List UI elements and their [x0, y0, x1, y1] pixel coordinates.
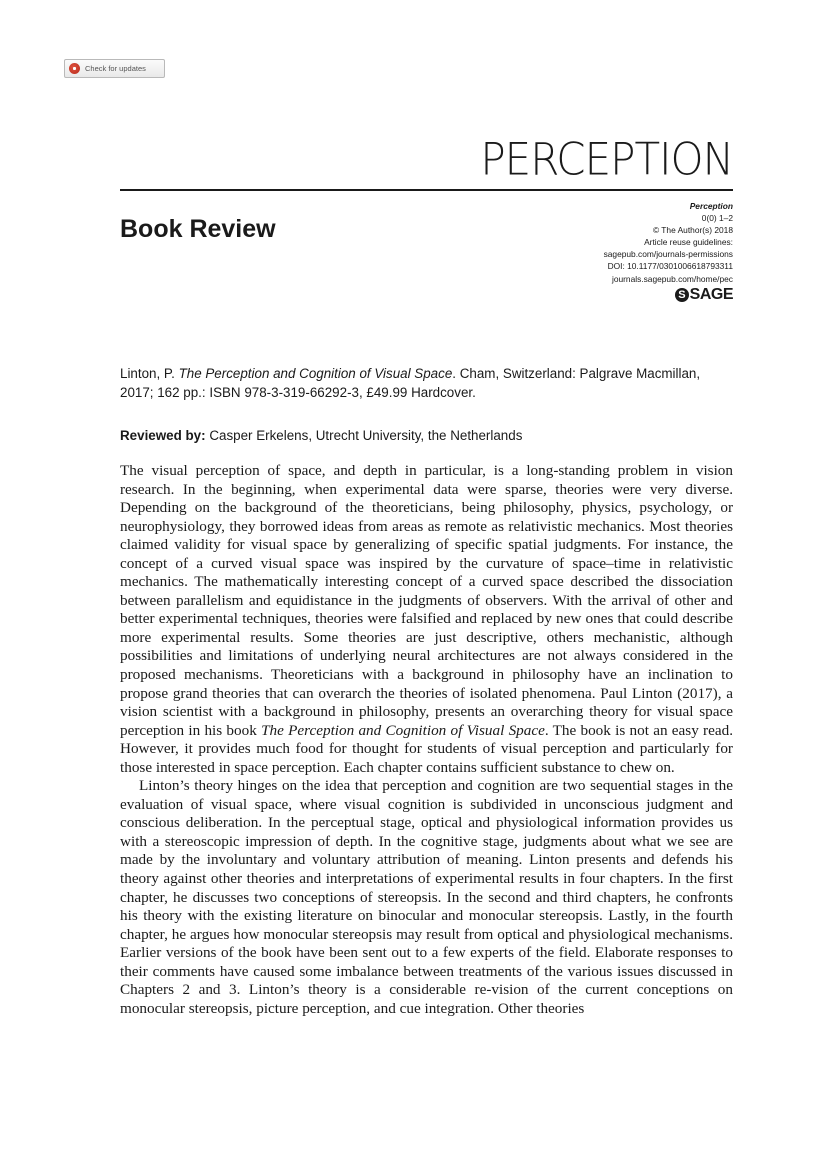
sage-s-icon: S: [675, 288, 689, 302]
citation-details: . Cham, Switzerland: Palgrave Macmillan, 2017; 162 pp.: ISBN 978-3-319-66292-3, £49.99 Hardcover.: [120, 366, 701, 400]
citation-book-title: The Perception and Cognition of Visual Space: [178, 366, 453, 381]
copyright-line: © The Author(s) 2018: [652, 225, 733, 236]
publisher-logo: [604, 285, 733, 303]
section-title: Book Review: [120, 215, 276, 243]
citation-author: Linton, P.: [120, 366, 179, 381]
reviewer-label: Reviewed by:: [120, 428, 206, 443]
reviewer-line: [120, 426, 733, 445]
reuse-guidelines-label: Article reuse guidelines:: [644, 237, 733, 248]
check-for-updates-button[interactable]: [64, 59, 165, 78]
paragraph-1: [120, 462, 733, 777]
article-metadata: [604, 200, 733, 302]
paragraph-1-text-b: . The book is not an easy read. However, it provides much food for thought for students of visual perception and particularly for those interested in space perception. Each chapter contains sufficient substance to chew on.: [120, 721, 733, 776]
reviewer-name: Casper Erkelens, Utrecht University, the Netherlands: [209, 428, 523, 443]
book-citation: [120, 364, 733, 402]
volume-issue-pages: 0(0) 1–2: [701, 213, 733, 224]
journal-name: Perception: [689, 201, 733, 211]
update-check-icon: [69, 63, 80, 74]
journal-logo: PERCEPTION: [480, 133, 733, 186]
doi-link[interactable]: DOI: 10.1177/0301006618793311: [607, 261, 733, 272]
paragraph-2: Linton’s theory hinges on the idea that perception and cognition are two sequential stages in the evaluation of visual space, where visual cognition is subdivided in unconscious judgment and conscious deliberation. In the perceptual stage, optical and physiological information provides us with a stereoscopic impression of depth. In the cognitive stage, judgments about what we see are made by the involuntary and voluntary attribution of meaning. Linton presents and defends his theory against other theories and interpretations of experimental results in four chapters. In the first chapter, he discusses two conceptions of stereopsis. In the second and third chapters, he confronts his theory with the existing literature on binocular and monocular stereopsis. Lastly, in the fourth chapter, he argues how monocular stereopsis may result from optical and physiological mechanisms. Earlier versions of the book have been sent out to a few experts of the field. Elaborate responses to their comments have caused some imbalance between treatments of the various issues discussed in Chapters 2 and 3. Linton’s theory is a considerable re-vision of the current conceptions on monocular stereopsis, picture perception, and cue integration. Other theories: [120, 777, 733, 1017]
permissions-link[interactable]: sagepub.com/journals-permissions: [603, 249, 733, 260]
header-rule: [120, 189, 733, 191]
review-body: [120, 462, 733, 1018]
publisher-name: SAGE: [689, 285, 733, 303]
paragraph-1-text-a: The visual perception of space, and depth in particular, is a long-standing problem in vision research. In the beginning, when experimental data were sparse, theories were very diverse. Depending on the background of the theoreticians, being philosophy, physics, psychology, or neurophysiology, they borrowed ideas from areas as remote as relativistic mechanics. Most theories claimed validity for visual space by generalizing of specific spatial judgments. For instance, the concept of a curved visual space was inspired by the curvature of space–time in relativistic mechanics. The mathematically interesting concept of a curved space described the dissociation between parallelism and equidistance in the judgments of observers. With the arrival of other and better experimental techniques, theories were falsified and replaced by new ones that could describe more experimental results. Some theories are just descriptive, others mechanistic, although possibilities and limitations of underlying neural architectures are not always considered in the proposed mechanisms. Theoreticians with a background in philosophy have an inclination to propose grand theories that can overarch the theories of isolated phenomena. Paul Linton (2017), a vision scientist with a background in philosophy, presents an overarching theory for visual space perception in his book: [120, 462, 733, 739]
journal-homepage-link[interactable]: journals.sagepub.com/home/pec: [611, 273, 733, 284]
check-for-updates-label: Check for updates: [85, 64, 146, 73]
paragraph-1-book-title: The Perception and Cognition of Visual Space: [261, 721, 545, 739]
